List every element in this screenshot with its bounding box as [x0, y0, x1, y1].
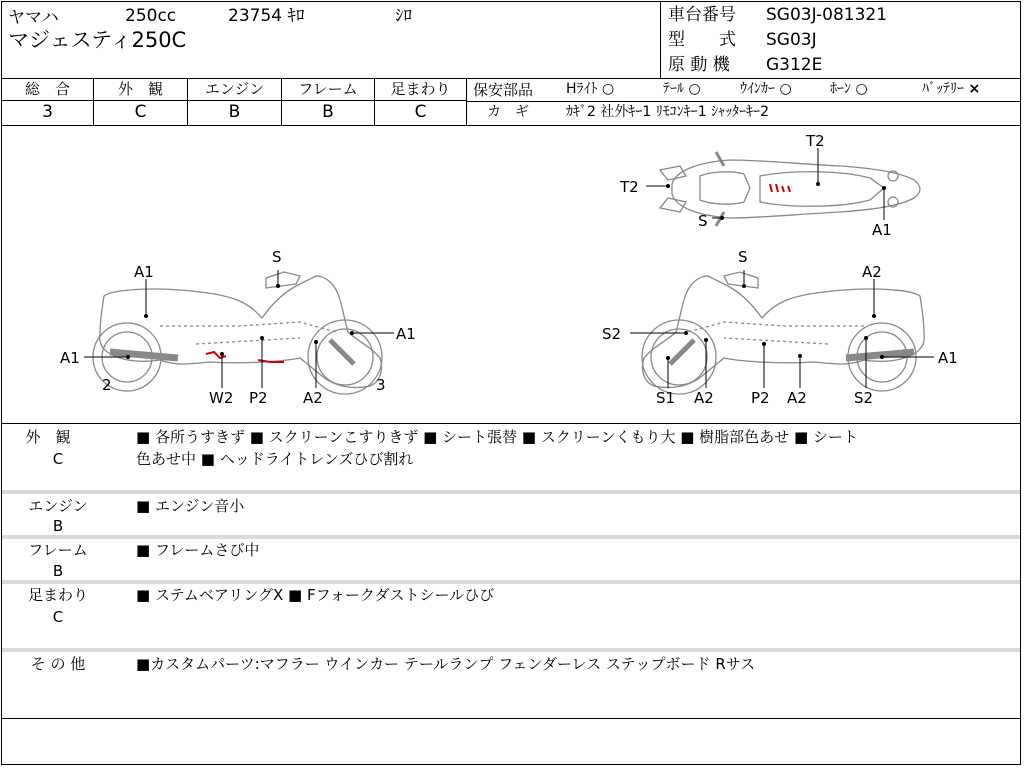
displacement: 250cc	[125, 6, 177, 26]
row-separator	[2, 580, 1020, 584]
tail-status-icon: ○	[688, 81, 701, 97]
remark-label-engine: エンジン	[28, 497, 88, 515]
remark-grade-suspension: C	[52, 608, 64, 626]
label-left-a1-rear: A1	[60, 349, 80, 367]
safety-item-horn: ﾎｰﾝ ○	[830, 81, 868, 97]
chassis-value: SG03J-081321	[766, 5, 888, 25]
label-right-a2-mid: A2	[787, 389, 807, 407]
label-left-front-wheel: 3	[376, 376, 386, 394]
label-left-s: S	[272, 248, 282, 266]
diagram-label-group	[60, 132, 958, 407]
label-top-t2-front: T2	[620, 178, 639, 196]
safety-item-tail: ﾃｰﾙ ○	[663, 81, 701, 97]
label-left-w2: W2	[209, 389, 234, 407]
label-right-p2: P2	[751, 389, 770, 407]
left-side-scooter-outline	[93, 272, 382, 394]
label-left-p2: P2	[249, 389, 268, 407]
headlight-status-icon: ○	[601, 81, 615, 97]
safety-item-winker: ｳｲﾝｶｰ ○	[740, 81, 792, 97]
label-right-a1: A1	[938, 349, 958, 367]
winker-status-icon: ○	[779, 81, 792, 97]
remark-label-other: そ の 他	[30, 655, 86, 673]
label-right-s2: S2	[602, 325, 622, 343]
label-right-s2-rear: S2	[854, 389, 874, 407]
row-separator	[2, 535, 1020, 539]
grade-label-suspension: 足まわり	[390, 80, 451, 98]
remark-text-engine: ■ エンジン音小	[136, 497, 245, 515]
grade-value-exterior: C	[134, 102, 147, 122]
header-divider	[660, 1, 661, 78]
damage-marks	[206, 184, 790, 362]
label-top-t2-seat: T2	[806, 132, 825, 150]
grade-value-frame: B	[322, 102, 334, 122]
label-right-s: S	[738, 248, 748, 266]
label-right-a2: A2	[862, 263, 882, 281]
label-right-s1: S1	[656, 389, 676, 407]
grade-label-overall: 総 合	[24, 80, 70, 98]
remark-label-exterior: 外 観	[25, 428, 71, 446]
keys-label: カ ギ	[487, 104, 529, 120]
engine-value: G312E	[766, 55, 823, 75]
grade-mid-line	[1, 100, 466, 101]
color: ｼﾛ	[395, 6, 412, 26]
header-bottom-line	[1, 78, 1021, 79]
grade-value-overall: 3	[42, 102, 53, 122]
chassis-label: 車台番号	[668, 5, 736, 25]
row-separator	[2, 490, 1020, 494]
label-left-rear-wheel: 2	[102, 376, 112, 394]
label-left-a1-seat: A1	[134, 263, 154, 281]
keys-value: ｶｷﾞ2 社外ｷｰ1 ﾘﾓｺﾝｷｰ1 ｼｬｯﾀｰｷｰ2	[566, 104, 769, 120]
motorcycle-damage-diagram	[0, 126, 1024, 423]
remark-text-suspension: ■ ステムベアリングX ■ Fフォークダストシールひび	[136, 586, 495, 604]
remark-text-other: ■カスタムパーツ:マフラー ウインカー テールランプ フェンダーレス ステップボード Rサス	[136, 655, 756, 673]
remark-text-exterior-cont: 色あせ中 ■ ヘッドライトレンズひび割れ	[136, 450, 414, 468]
remarks-top-line	[1, 423, 1021, 424]
remark-grade-engine: B	[52, 517, 64, 535]
grade-value-engine: B	[228, 102, 241, 122]
type-label: 型 式	[668, 30, 736, 50]
safety-item-battery: ﾊﾞｯﾃﾘｰ ×	[922, 81, 981, 97]
grade-label-engine: エンジン	[204, 80, 265, 98]
engine-label: 原 動 機	[668, 55, 730, 75]
label-right-a2-front: A2	[694, 389, 714, 407]
label-top-a1: A1	[872, 221, 892, 239]
label-top-s: S	[698, 212, 708, 230]
remark-grade-frame: B	[52, 562, 64, 580]
label-left-a1-front: A1	[396, 325, 416, 343]
grade-label-exterior: 外 観	[117, 80, 163, 98]
damage-mark-seat	[770, 184, 790, 192]
remark-text-frame: ■ フレームさび中	[136, 541, 260, 559]
maker: ヤマハ	[8, 8, 59, 28]
label-left-a2: A2	[303, 389, 323, 407]
remark-text-exterior: ■ 各所うすきず ■ スクリーンこすりきず ■ シート張替 ■ スクリーンくもり大 ■ 樹脂部色あせ ■ シート	[136, 428, 858, 446]
remark-label-suspension: 足まわり	[27, 586, 88, 604]
mileage: 23754 ｷﾛ	[228, 6, 305, 26]
battery-status-icon: ×	[968, 81, 981, 97]
horn-status-icon: ○	[855, 81, 868, 97]
remarks-bottom-line	[1, 718, 1021, 719]
safety-title: 保安部品	[473, 81, 534, 99]
model-name: マジェスティ250C	[8, 28, 187, 52]
remark-label-frame: フレーム	[28, 541, 88, 559]
grade-label-frame: フレーム	[298, 80, 358, 98]
safety-item-headlight: Hﾗｲﾄ ○	[566, 81, 615, 97]
grade-value-suspension: C	[414, 102, 427, 122]
safety-mid-line	[466, 101, 1021, 102]
row-separator	[2, 648, 1020, 652]
remark-grade-exterior: C	[52, 450, 64, 468]
callout-dots	[126, 182, 886, 360]
type-value: SG03J	[766, 30, 817, 50]
